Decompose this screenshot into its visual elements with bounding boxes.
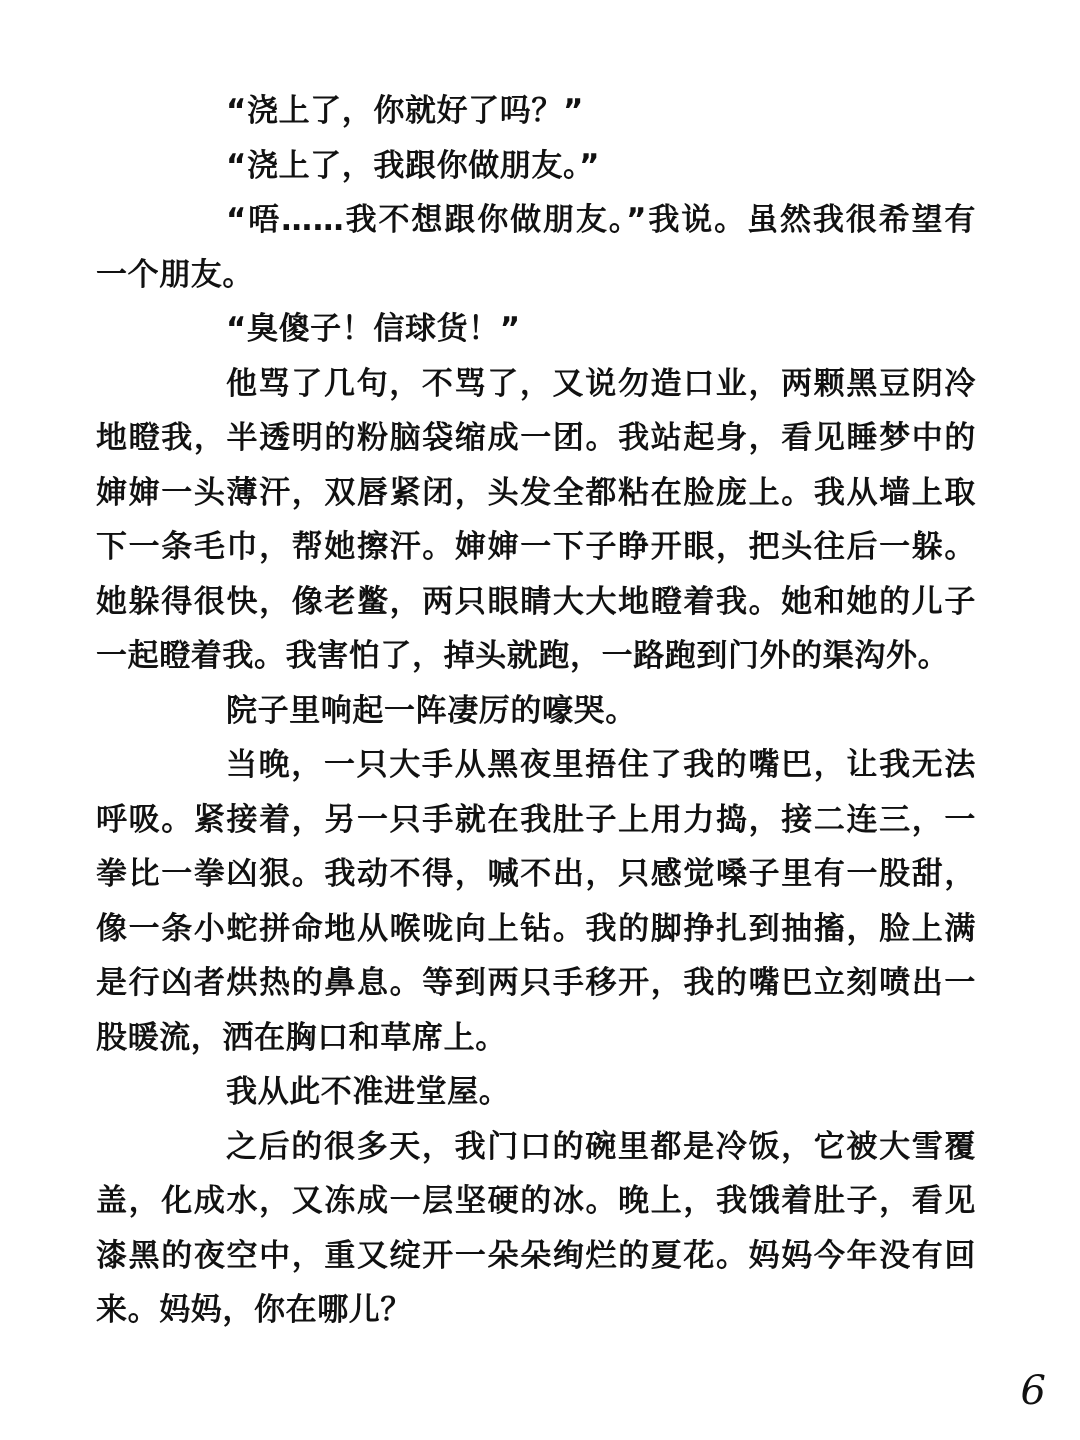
page-number: 6: [1020, 1368, 1046, 1414]
paragraph: 院子里响起一阵凄厉的嚎哭。: [226, 692, 637, 729]
paragraph: 我从此不准进堂屋。: [226, 1074, 511, 1110]
paragraph: “浇上了，我跟你做朋友。”: [226, 147, 601, 184]
paragraph: 当晚，一只大手从黑夜里捂住了我的嘴巴，让我无法呼吸。紧接着，另一只手就在我肚子上用力捣，接二连三，一拳比一拳凶狠。我动不得，喊不出，只感觉嗓子里有一股甜，像一条小蛇拼命地从喉咙向上钻。我的脚挣扎到抽搐，脸上满是行凶者烘热的鼻息。等到两只手移开，我的嘴巴立刻喷出一股暖流，洒在胸口和草席上。: [96, 747, 976, 1056]
page-text-body: [96, 84, 976, 1338]
paragraph: 之后的很多天，我门口的碗里都是冷饭，它被大雪覆盖，化成水，又冻成一层坚硬的冰。晚上，我饿着肚子，看见漆黑的夜空中，重又绽开一朵朵绚烂的夏花。妈妈今年没有回来。妈妈，你在哪儿？: [96, 1128, 976, 1328]
paragraph: “唔……我不想跟你做朋友。”我说。虽然我很希望有一个朋友。: [96, 202, 976, 293]
paragraph: 他骂了几句，不骂了，又说勿造口业，两颗黑豆阴冷地瞪我，半透明的粉脑袋缩成一团。我站起身，看见睡梦中的婶婶一头薄汗，双唇紧闭，头发全都粘在脸庞上。我从墙上取下一条毛巾，帮她擦汗。婶婶一下子睁开眼，把头往后一躲。她躲得很快，像老鳖，两只眼睛大大地瞪着我。她和她的儿子一起瞪着我。我害怕了，掉头就跑，一路跑到门外的渠沟外。: [96, 365, 976, 674]
paragraph: “浇上了，你就好了吗？”: [226, 93, 584, 129]
paragraph: “臭傻子！信球货！”: [226, 311, 521, 347]
